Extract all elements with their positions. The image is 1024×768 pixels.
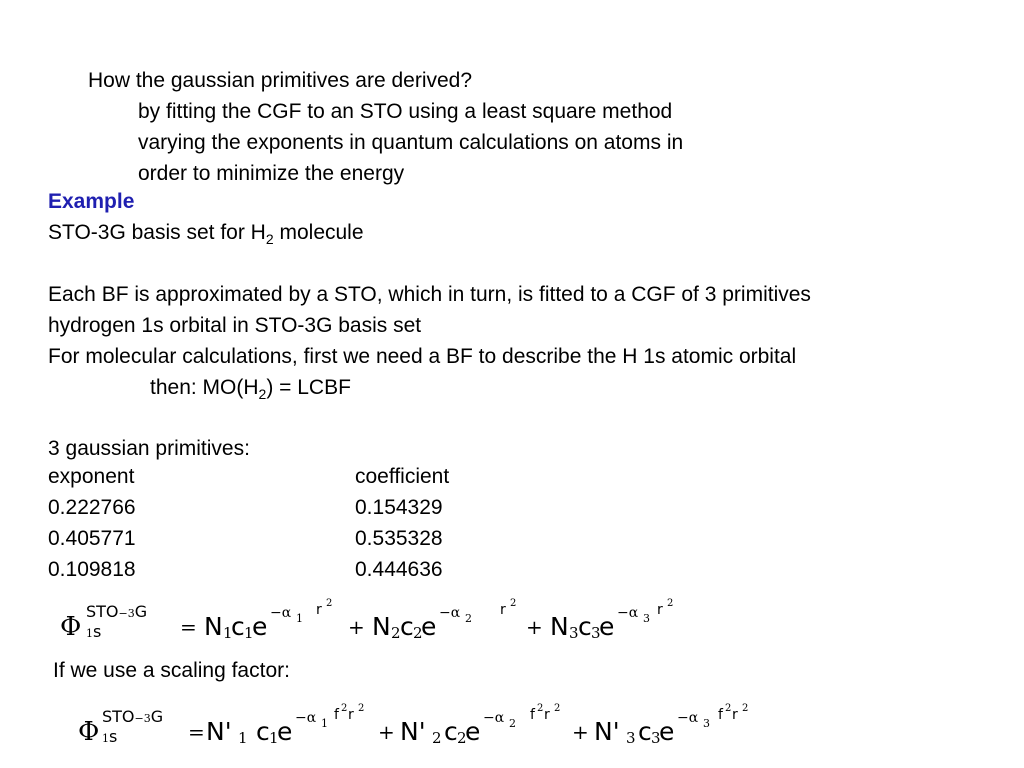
alpha-index: 3 [703, 717, 710, 730]
orbital-label: 1s [86, 622, 102, 641]
sto-label: STO−3G [86, 602, 148, 621]
r-square: 2 [667, 598, 674, 609]
r-exponent: r [544, 707, 550, 723]
n-prime-term: N' [400, 717, 426, 746]
n-term: N [550, 612, 569, 641]
alpha-exponent: −α [439, 605, 461, 621]
primitives-title: 3 gaussian primitives: [48, 437, 250, 460]
r-square: 2 [742, 703, 749, 714]
e-term: e [277, 717, 293, 746]
orbital-label: 1s [102, 727, 118, 746]
c-term: c [256, 717, 270, 746]
c-subscript: 3 [591, 624, 601, 642]
n-subscript: 1 [238, 729, 248, 747]
f-square: 2 [725, 703, 732, 714]
n-subscript: 3 [626, 729, 636, 747]
f-exponent: f [530, 707, 535, 723]
r-square: 2 [510, 598, 517, 609]
n-prime-term: N' [206, 717, 232, 746]
example-heading: Example [48, 190, 135, 213]
sto-label: STO−3G [102, 707, 164, 726]
c-term: c [638, 717, 652, 746]
alpha-exponent: −α [295, 710, 317, 726]
e-term: e [252, 612, 268, 641]
exponent-value: 0.109818 [48, 558, 136, 581]
c-term: c [231, 612, 245, 641]
exponent-value: 0.405771 [48, 527, 136, 550]
r-square: 2 [554, 703, 561, 714]
molecular-calculations-line: For molecular calculations, first we need a BF to describe the H 1s atomic orbital [48, 345, 797, 368]
f-exponent: f [718, 707, 723, 723]
equals-sign: = [180, 615, 197, 639]
alpha-index: 2 [465, 612, 472, 625]
e-term: e [599, 612, 615, 641]
then-mo-line: then: $MO(H_2)$ = LCBF [150, 376, 351, 402]
equals-sign: = [188, 720, 205, 744]
coefficient-value: 0.154329 [355, 496, 443, 519]
n-term: N [372, 612, 391, 641]
e-term: e [659, 717, 675, 746]
plus-sign: + [348, 615, 365, 639]
alpha-exponent: −α [617, 605, 639, 621]
c-term: c [444, 717, 458, 746]
intro-question: How the gaussian primitives are derived? [88, 69, 473, 92]
c-subscript: 1 [244, 624, 254, 642]
intro-answer-varying: varying the exponents in quantum calculations on atoms in [138, 131, 684, 154]
equation-scaled-sto3g [78, 705, 778, 755]
exponent-value: 0.222766 [48, 496, 136, 519]
c-subscript: 2 [413, 624, 423, 642]
r-exponent: r [732, 707, 738, 723]
r-exponent: r [500, 602, 506, 618]
n-prime-term: N' [594, 717, 620, 746]
plus-sign: + [572, 720, 589, 744]
coefficient-value: 0.444636 [355, 558, 443, 581]
phi-symbol: Φ [78, 717, 100, 747]
header-exponent: exponent [48, 465, 135, 488]
each-bf-line: Each BF is approximated by a STO, which in turn, is fitted to a CGF of 3 primitives [48, 283, 811, 306]
r-exponent: r [348, 707, 354, 723]
c-term: c [578, 612, 592, 641]
intro-answer-energy: order to minimize the energy [138, 162, 405, 185]
header-coefficient: coefficient [355, 465, 450, 488]
alpha-index: 2 [509, 717, 516, 730]
n-subscript: 2 [432, 729, 442, 747]
coefficient-value: 0.535328 [355, 527, 443, 550]
f-exponent: f [334, 707, 339, 723]
e-term: e [421, 612, 437, 641]
r-square: 2 [358, 703, 365, 714]
hydrogen-orbital-line: hydrogen 1s orbital in STO-3G basis set [48, 314, 422, 337]
r-exponent: r [657, 602, 663, 618]
n-subscript: 1 [223, 624, 233, 642]
alpha-index: 1 [296, 612, 303, 625]
n-term: N [204, 612, 223, 641]
n-subscript: 3 [569, 624, 579, 642]
plus-sign: + [378, 720, 395, 744]
plus-sign: + [526, 615, 543, 639]
intro-answer-fitting: by fitting the CGF to an STO using a least square method [138, 100, 673, 123]
c-subscript: 2 [457, 729, 467, 747]
equation-sto3g [60, 600, 760, 650]
basis-set-line: STO-3G basis set for $H_2$ molecule [48, 221, 364, 247]
alpha-exponent: −α [270, 605, 292, 621]
alpha-exponent: −α [677, 710, 699, 726]
c-term: c [400, 612, 414, 641]
c-subscript: 3 [651, 729, 661, 747]
phi-symbol: Φ [60, 612, 82, 642]
n-subscript: 2 [391, 624, 401, 642]
alpha-index: 1 [321, 717, 328, 730]
c-subscript: 1 [269, 729, 279, 747]
r-square: 2 [326, 598, 333, 609]
f-square: 2 [341, 703, 348, 714]
alpha-exponent: −α [483, 710, 505, 726]
r-exponent: r [316, 602, 322, 618]
alpha-index: 3 [643, 612, 650, 625]
scaling-factor-text: If we use a scaling factor: [53, 659, 290, 682]
e-term: e [465, 717, 481, 746]
f-square: 2 [537, 703, 544, 714]
